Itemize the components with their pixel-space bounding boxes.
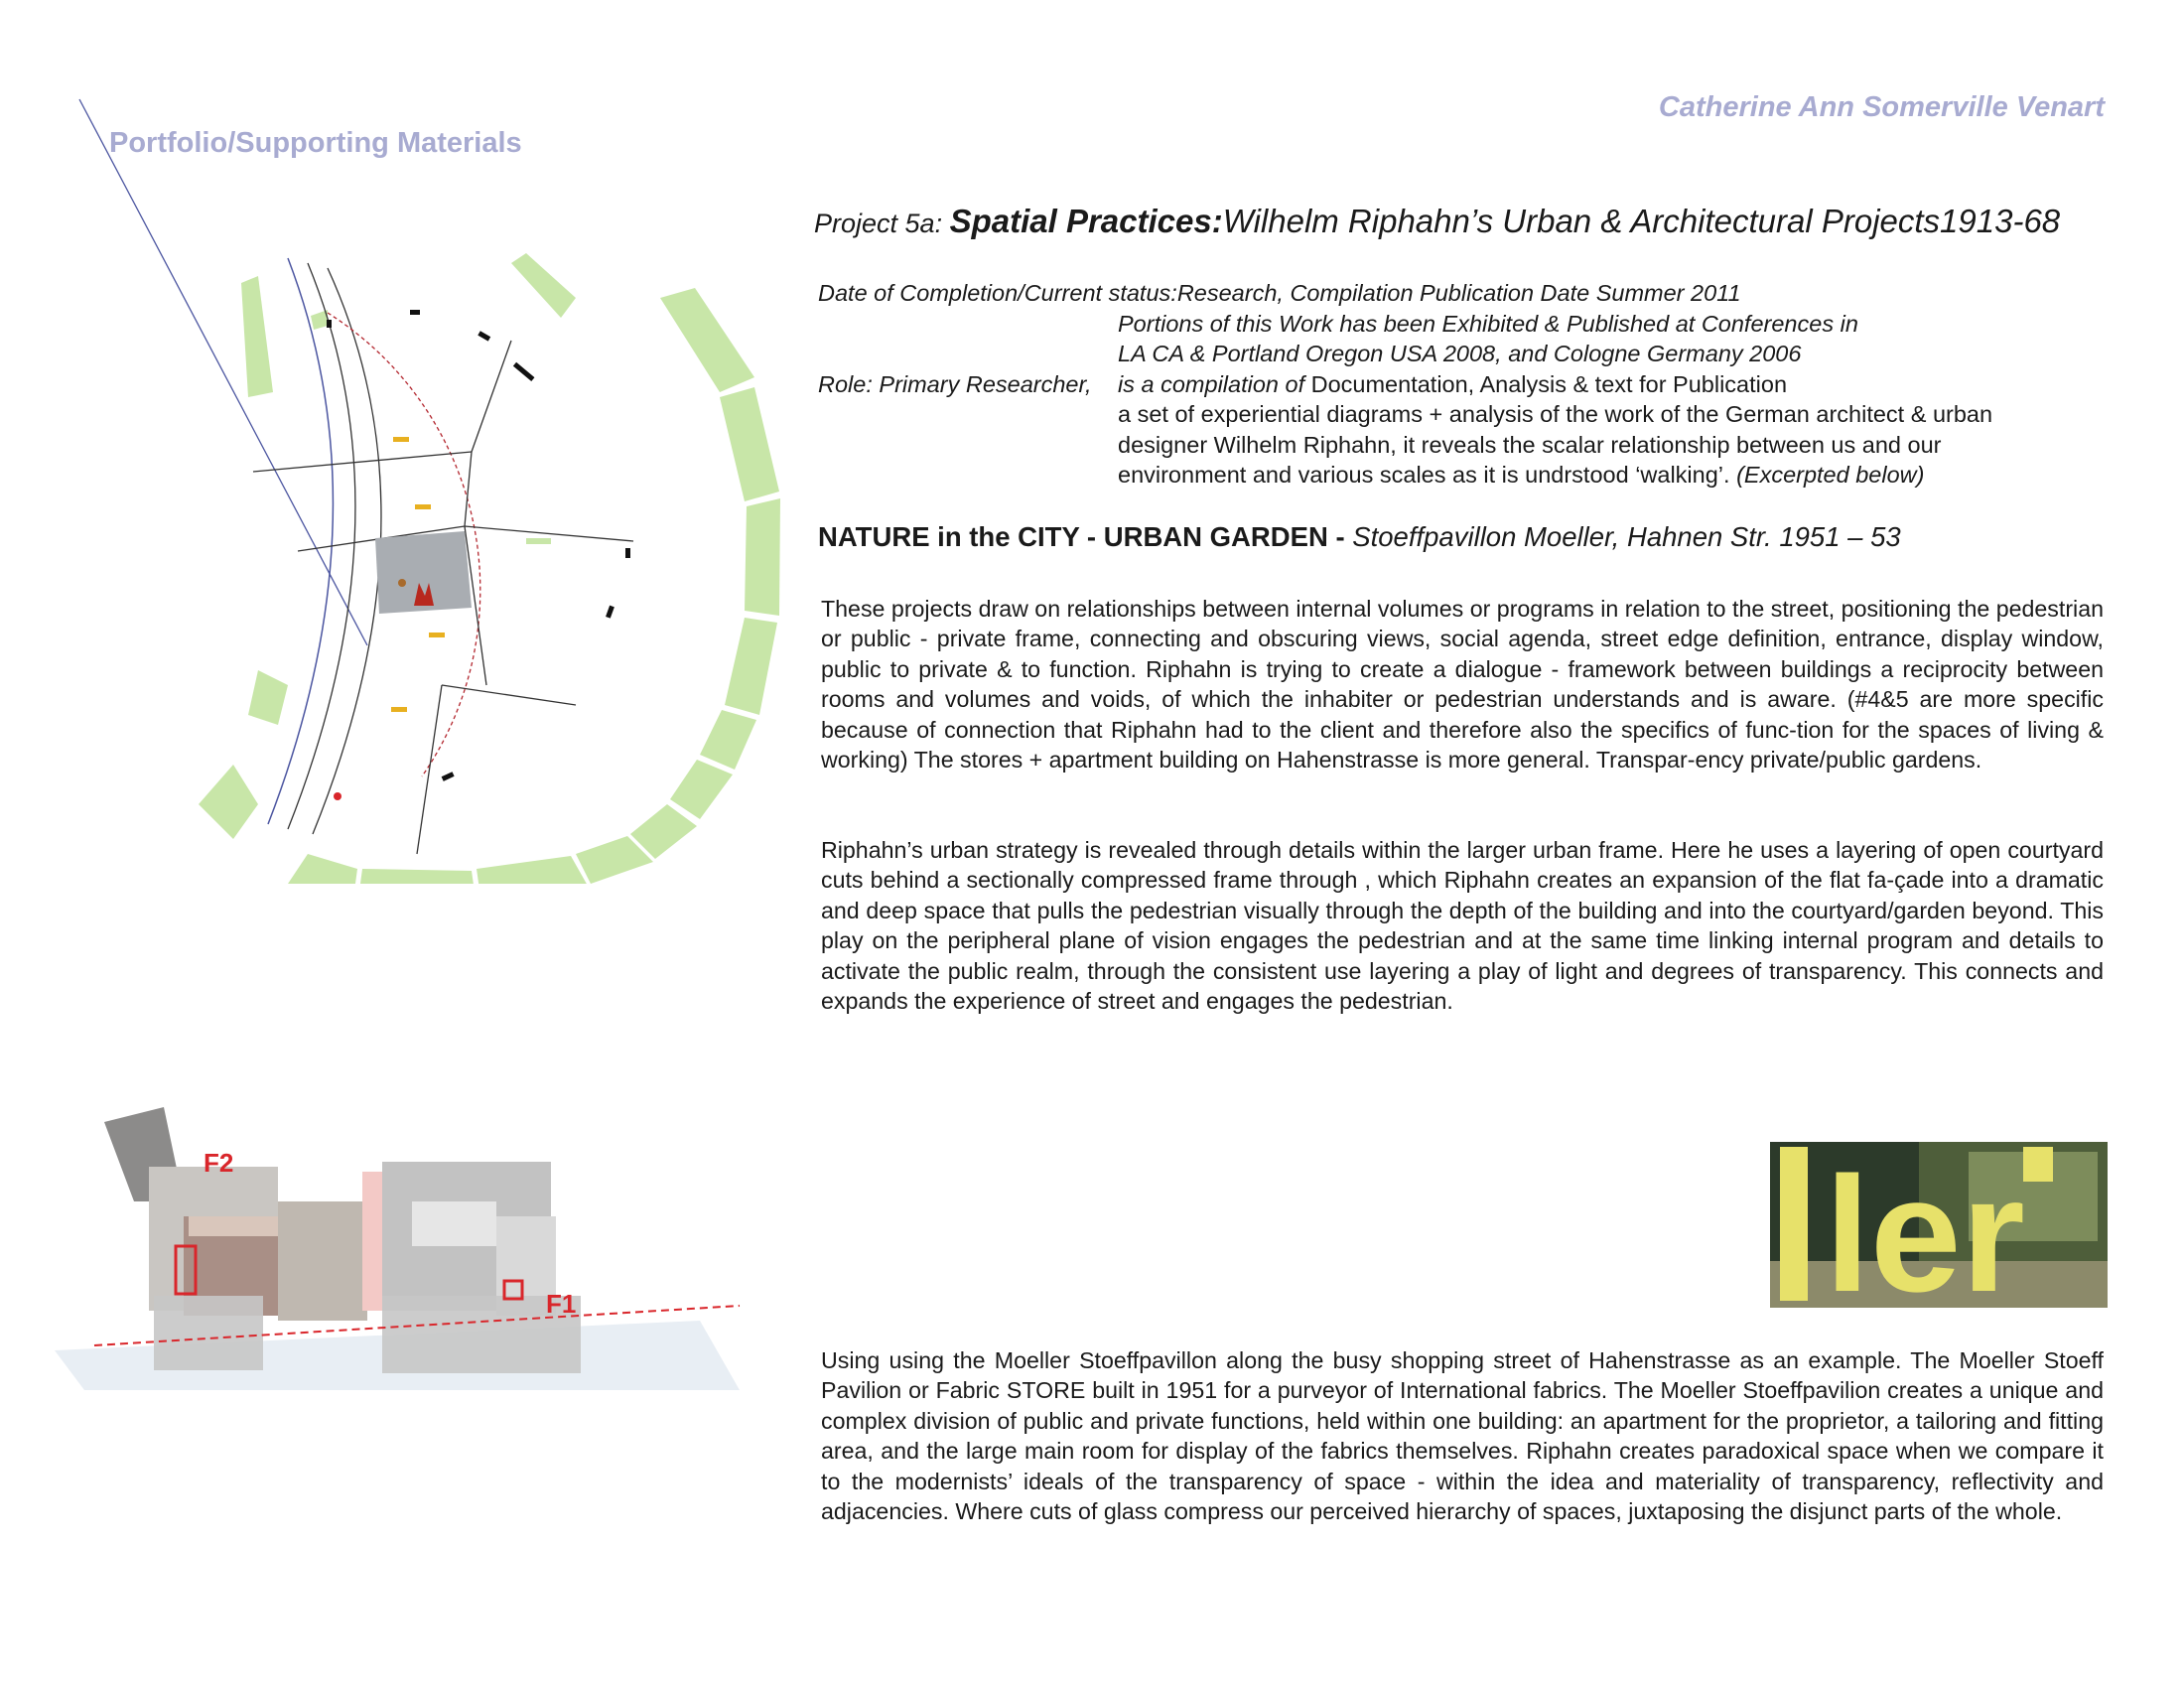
paragraph-1: These projects draw on relationships between internal volumes or programs in relation to the street, positioning the pedestrian or public - private frame, connecting and obscuring views, social agenda, street edge definition, entrance, display window, public to private & to function. Riphahn is trying to create a dialogue - framework between buildings a reciprocity between rooms and volumes and voids, of which the inhabiter or pedestrian understands and is aware. (#4&5 are more specific because of connection that Riphahn had to the client and therefore also the specifics of func-tion for the spaces of living & working) The stores + apartment building on Hahenstrasse is more general. Transpar-ency private/public gardens. (821, 596, 2104, 774)
frame-label-f2: F2 (204, 1148, 234, 1178)
project-meta (818, 278, 2138, 491)
project-title (814, 203, 2060, 240)
exhibited-line-2: LA CA & Portland Oregon USA 2008, and Cologne Germany 2006 (1118, 341, 1802, 366)
sign-text: ler (1825, 1143, 2025, 1308)
section-heading-italic: Stoeffpavillon Moeller, Hahnen Str. 1951 – 53 (1352, 521, 1901, 552)
storefront-sign-photo (1770, 1142, 2108, 1308)
role-label: Role: Primary Researcher, (818, 370, 1092, 397)
excerpt-note: (Excerpted below) (1736, 462, 1925, 488)
role-italic: is a compilation of (1118, 370, 1305, 397)
author-name: Catherine Ann Somerville Venart (1658, 91, 2105, 123)
exhibited-line-1: Portions of this Work has been Exhibited & Published at Conferences in (1118, 310, 1858, 337)
project-prefix: Project 5a: (814, 209, 950, 238)
green-space-bands (199, 253, 780, 884)
paragraph-2: Riphahn’s urban strategy is revealed through details within the larger urban frame. Here he uses a layering of open courtyard cuts behind a sectionally compressed frame through , which Riphahn creates an expansion of the flat fa-çade into a dramatic and deep space that pulls the pedestrian visually through the depth of the building and into the courtyard/garden beyond. This play on the peripheral plane of vision engages the pedestrian and at the same time linking internal program and details to activate the public realm, through the consistent use layering a play of light and degrees of transparency. This connects and expands the experience of street and engages the pedestrian. (821, 837, 2104, 1015)
date-value: Research, Compilation Publication Date Summer 2011 (1176, 280, 1741, 306)
street-photo-strip (55, 1092, 750, 1400)
section-heading-bold: NATURE in the CITY - URBAN GARDEN - (818, 521, 1353, 552)
role-value: Documentation, Analysis & text for Publication (1304, 370, 1788, 397)
project-title-rest: Wilhelm Riphahn’s Urban & Architectural Projects1913-68 (1222, 203, 2061, 239)
description-line-2: designer Wilhelm Riphahn, it reveals the scalar relationship between us and our (1118, 431, 1942, 458)
paragraph-3: Using using the Moeller Stoeffpavillon along the busy shopping street of Hahenstrasse as an example. The Moeller Stoeff Pavilion or Fabric STORE built in 1951 for a purveyor of International fabrics. The Moeller Stoeffpavilion creates a unique and complex division of public and private functions, held within one building: an apartment for the proprietor, a tailoring and fitting area, and the large main room for display of the fabrics themselves. Riphahn creates paradoxical space when we compare it to the modernists’ ideals of the transparency of space - within the idea and materiality of transparency, reflectivity and adjacencies. Where cuts of glass compress our perceived hierarchy of spaces, juxtaposing the disjunct parts of the whole. (821, 1347, 2104, 1525)
frame-label-f1: F1 (546, 1289, 577, 1319)
section-heading (818, 521, 1901, 553)
site-plan-diagram (60, 89, 794, 884)
date-label: Date of Completion/Current status: (818, 280, 1177, 306)
description-line-1: a set of experiential diagrams + analysis of the work of the German architect & urban (1118, 401, 1993, 427)
project-title-strong: Spatial Practices: (949, 203, 1223, 239)
description-line-3: environment and various scales as it is undrstood ‘walking’. (1118, 462, 1737, 488)
section-label: Portfolio/Supporting Materials (109, 127, 522, 159)
